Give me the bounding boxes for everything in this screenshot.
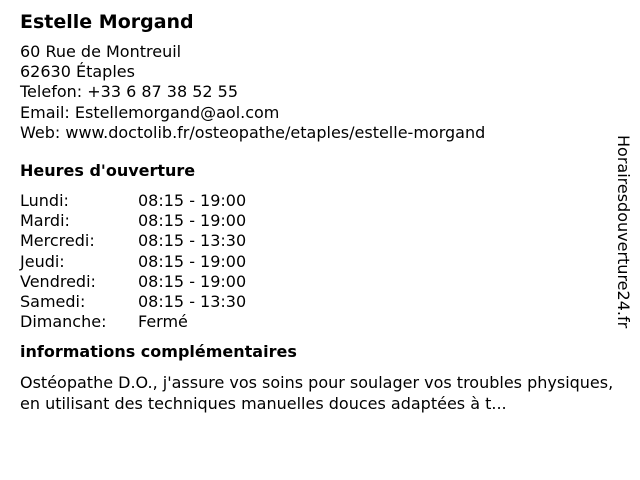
hours-row-monday: [20, 191, 620, 211]
hours-row-sunday: [20, 312, 620, 332]
day-label: Dimanche:: [20, 312, 107, 332]
day-label: Jeudi:: [20, 251, 65, 271]
time-value: 08:15 - 19:00: [138, 191, 247, 211]
hours-row-wednesday: [20, 231, 620, 251]
hours-title: Heures d'ouverture: [20, 161, 196, 181]
time-value: 08:15 - 19:00: [138, 251, 247, 271]
day-label: Mercredi:: [20, 231, 95, 251]
site-watermark: Horairesdouverture24.fr: [614, 135, 633, 329]
info-description: Ostéopathe D.O., j'assure vos soins pour soulager vos troubles physiques, en utilisant des techniques manuelles douces adaptées à t...: [20, 373, 614, 413]
day-label: Vendredi:: [20, 271, 96, 291]
business-card: [20, 10, 620, 414]
day-label: Mardi:: [20, 211, 70, 231]
time-value: 08:15 - 13:30: [138, 291, 247, 311]
contact-block: [20, 42, 620, 143]
time-value: 08:15 - 19:00: [138, 211, 247, 231]
time-value: Fermé: [138, 312, 188, 332]
day-label: Samedi:: [20, 291, 86, 311]
opening-hours-table: [20, 191, 620, 332]
address-city: 62630 Étaples: [20, 62, 135, 82]
time-value: 08:15 - 13:30: [138, 231, 247, 251]
day-label: Lundi:: [20, 191, 69, 211]
website-url: Web: www.doctolib.fr/osteopathe/etaples/estelle-morgand: [20, 122, 486, 142]
hours-row-friday: [20, 272, 620, 292]
time-value: 08:15 - 19:00: [138, 271, 247, 291]
address-street: 60 Rue de Montreuil: [20, 42, 182, 61]
hours-row-thursday: [20, 252, 620, 272]
phone-number: Telefon: +33 6 87 38 52 55: [20, 82, 239, 102]
hours-row-tuesday: [20, 211, 620, 231]
business-name: Estelle Morgand: [20, 11, 194, 33]
info-title: informations complémentaires: [20, 342, 297, 362]
email-address: Email: Estellemorgand@aol.com: [20, 102, 280, 122]
hours-row-saturday: [20, 292, 620, 312]
